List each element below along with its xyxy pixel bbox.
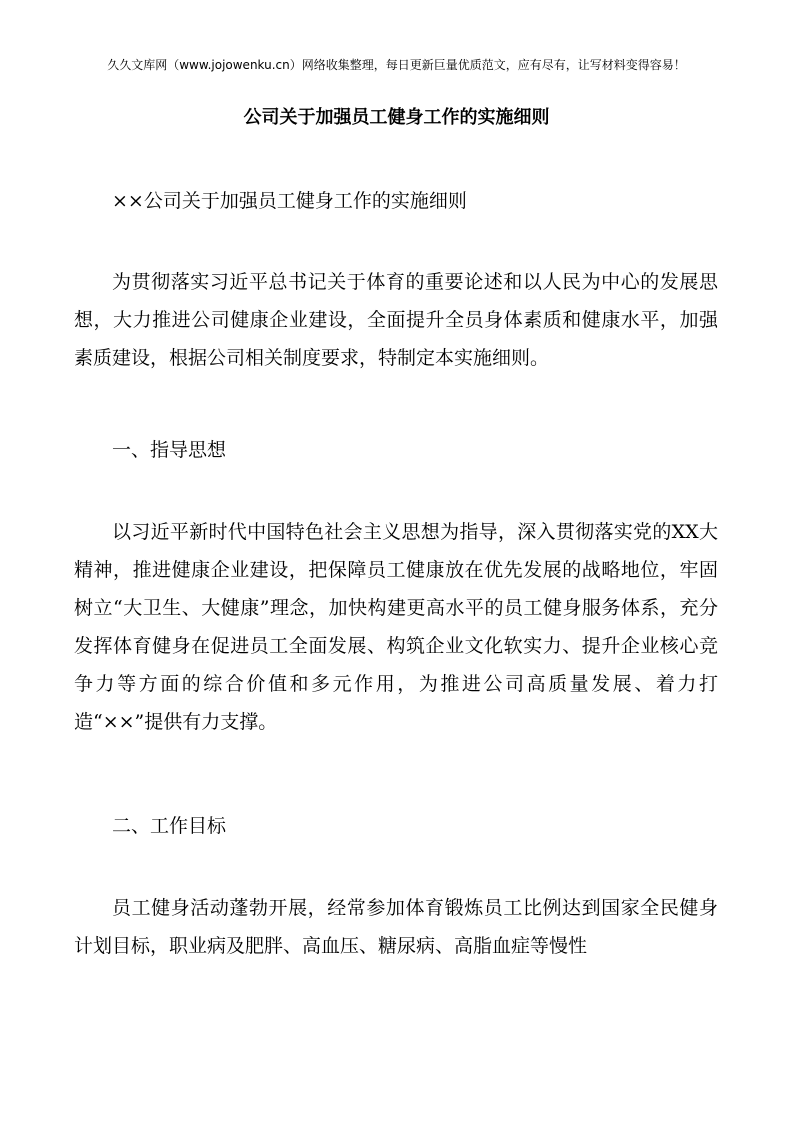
section1-heading: 一、指导思想 — [112, 439, 227, 461]
section2-heading: 二、工作目标 — [112, 815, 227, 837]
document-subtitle: ××公司关于加强员工健身工作的实施细则 — [112, 190, 467, 212]
document-title: 公司关于加强员工健身工作的实施细则 — [243, 107, 550, 128]
section2-paragraph: 员工健身活动蓬勃开展，经常参加体育锻炼员工比例达到国家全民健身计划目标，职业病及肥胖、高血压、糖尿病、高脂血症等慢性 — [74, 897, 718, 957]
site-header-notice: 久久文库网（www.jojowenku.cn）网络收集整理，每日更新巨量优质范文，应有尽有，让写材料变得容易！ — [107, 58, 686, 72]
section1-paragraph: 以习近平新时代中国特色社会主义思想为指导，深入贯彻落实党的XX大精神，推进健康企业建设，把保障员工健康放在优先发展的战略地位，牢固树立“大卫生、大健康”理念，加快构建更高水平的员工健身服务体系，充分发挥体育健身在促进员工全面发展、构筑企业文化软实力、提升企业核心竞争力等方面的综合价值和多元作用，为推进公司高质量发展、着力打造“××”提供有力支撑。 — [74, 521, 718, 733]
intro-paragraph: 为贯彻落实习近平总书记关于体育的重要论述和以人民为中心的发展思想，大力推进公司健康企业建设，全面提升全员身体素质和健康水平，加强素质建设，根据公司相关制度要求，特制定本实施细则。 — [74, 271, 718, 369]
